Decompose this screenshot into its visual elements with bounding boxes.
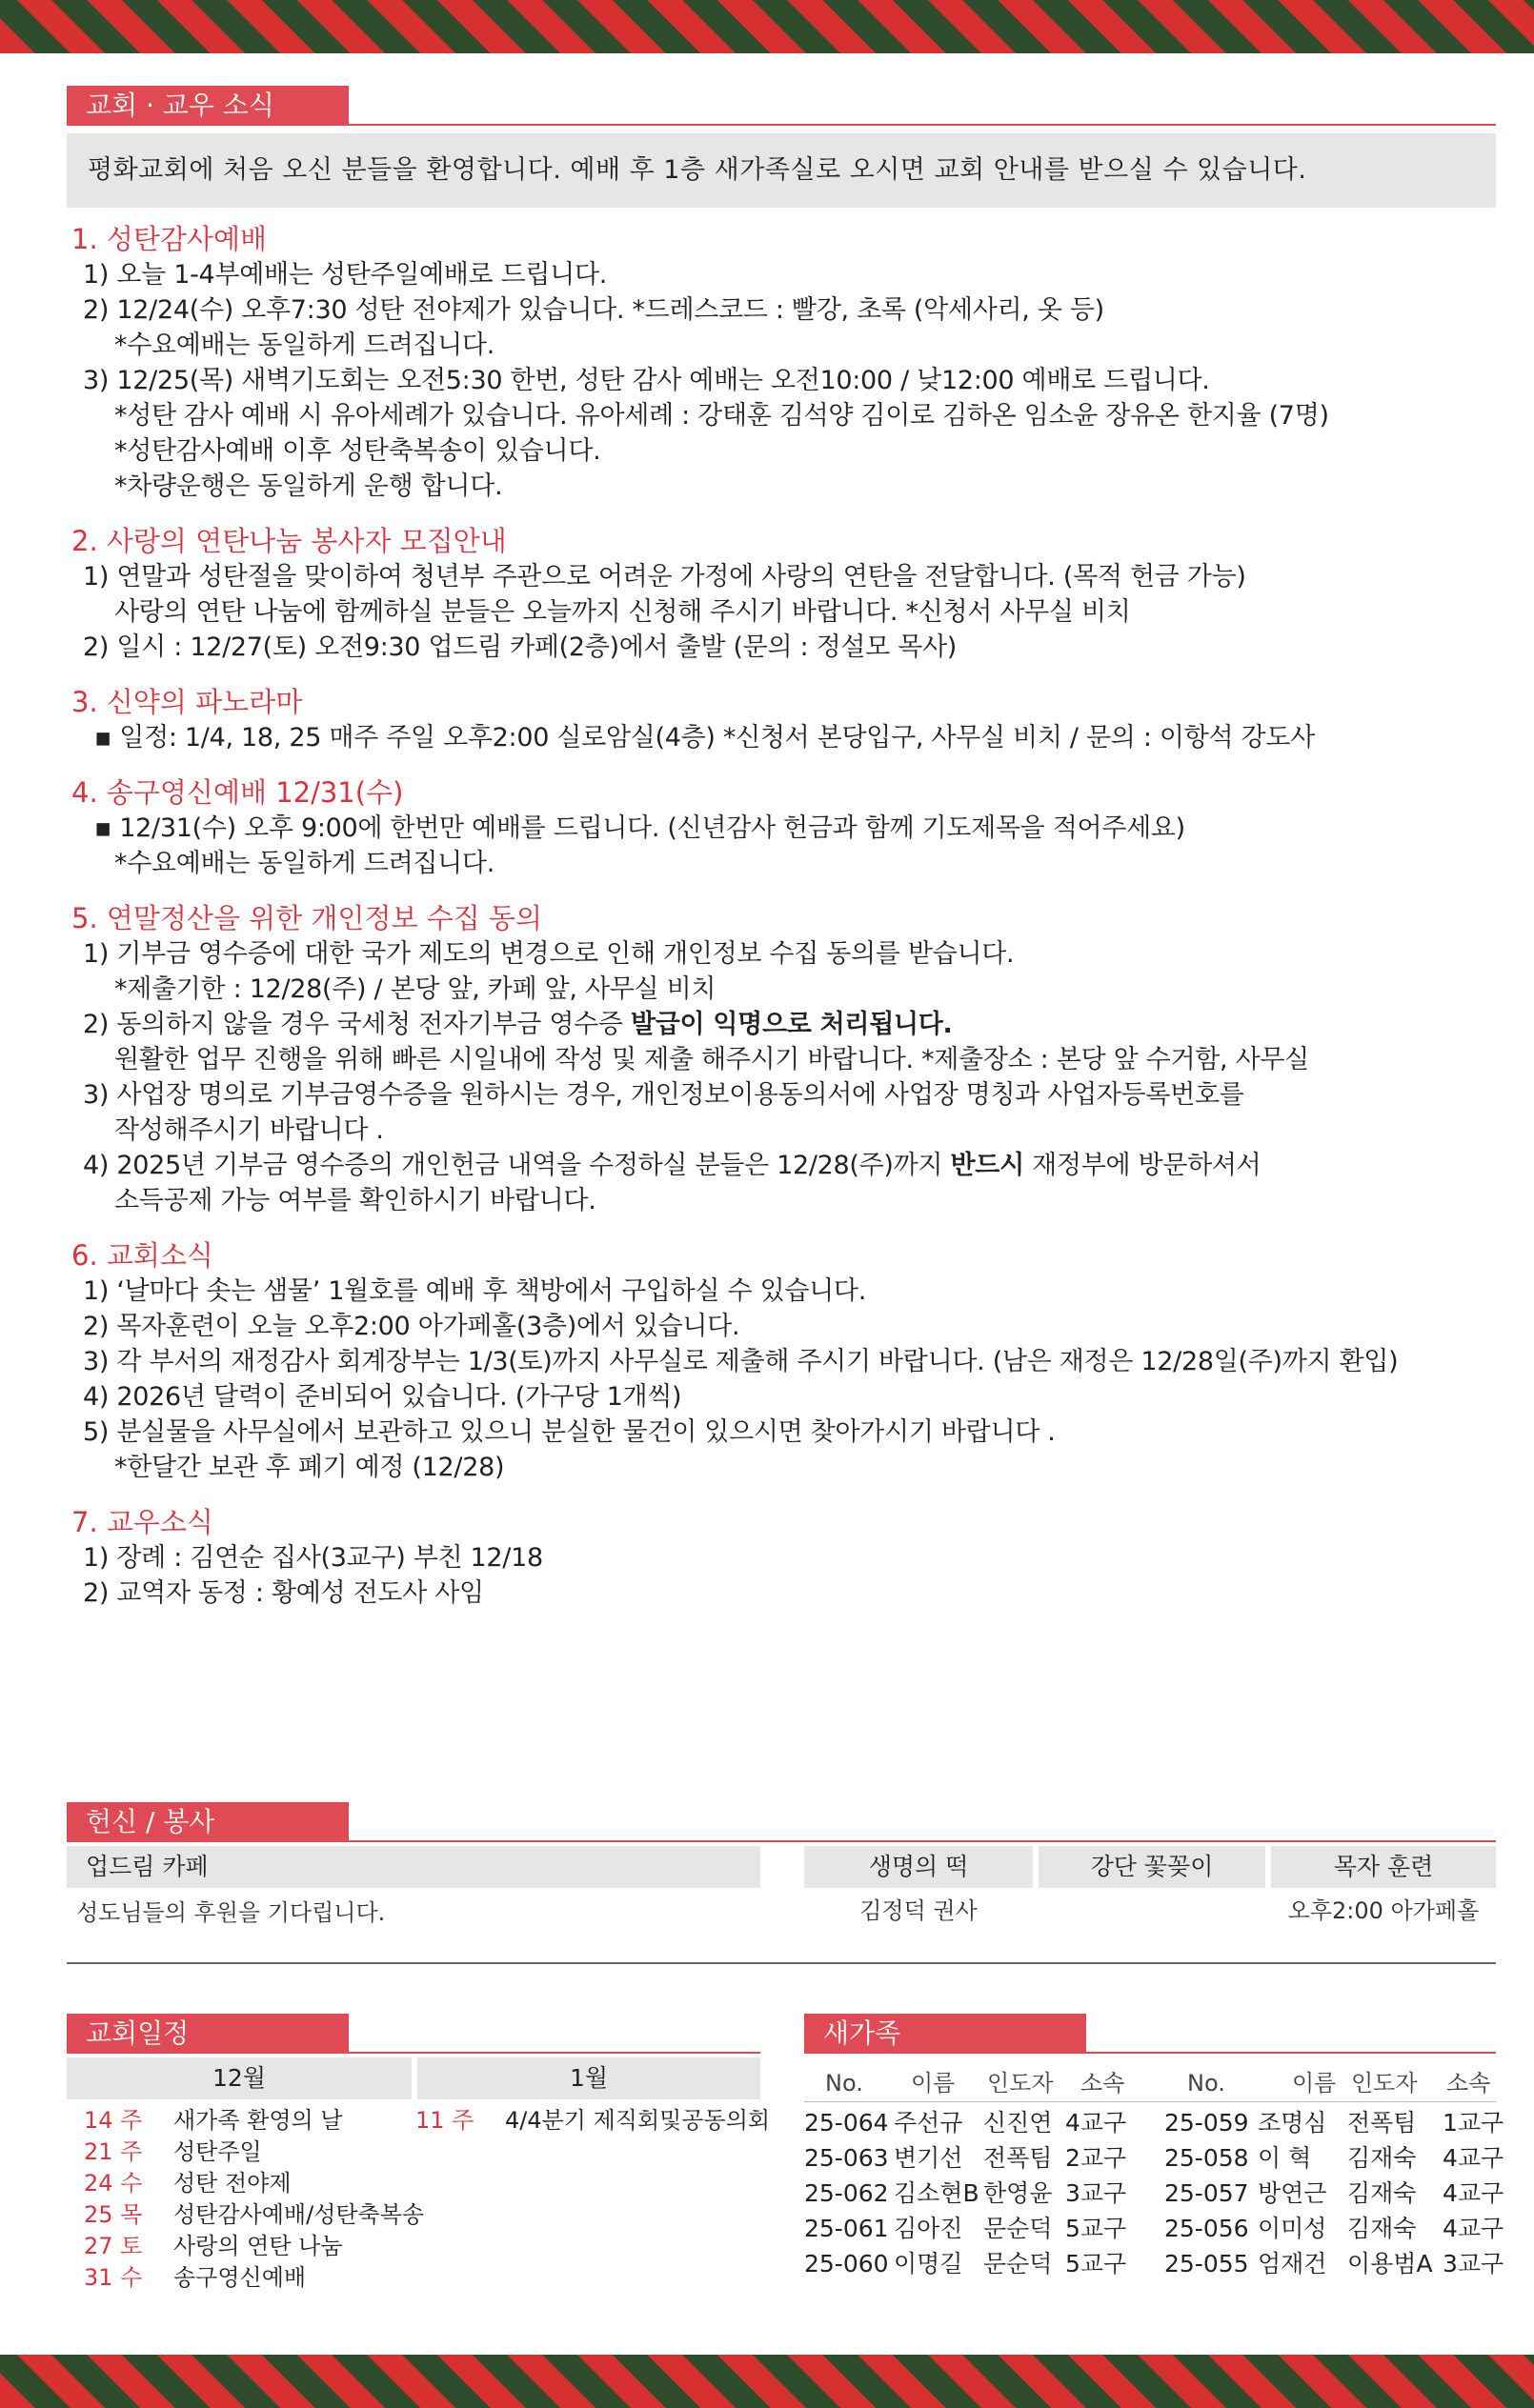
shepherd-training-value: 오후2:00 아가페홀 [1287,1897,1480,1924]
news-line: 원활한 업무 진행을 위해 빠른 시일내에 작성 및 제출 해주시기 바랍니다. *제출장소 : 본당 앞 수거함, 사무실 [114,1045,1309,1074]
news-heading: 6. 교회소식 [71,1239,213,1272]
shepherd-training-label: 목자 훈련 [1271,1846,1496,1888]
newfamily-cell: 25-058 [1164,2144,1249,2172]
newfamily-section-rule [1086,2052,1496,2054]
news-line: 2) 12/24(수) 오후7:30 성탄 전야제가 있습니다. *드레스코드 : 빨강, 초록 (악세사리, 옷 등) [83,295,1104,325]
schedule-event [84,2231,343,2262]
newfamily-cell: 25-059 [1164,2109,1249,2137]
newfamily-cell: 25-055 [1164,2250,1249,2278]
newfamily-cell: 한영윤 [983,2179,1053,2207]
news-line: 3) 각 부서의 재정감사 회계장부는 1/3(토)까지 사무실로 제출해 주시기 바랍니다. (남은 재정은 12/28일(주)까지 환입) [83,1347,1399,1376]
news-line: 1) 연말과 성탄절을 맞이하여 청년부 주관으로 어려운 가정에 사랑의 연탄을 전달합니다. (목적 헌금 가능) [83,562,1246,592]
newfamily-cell: 4교구 [1443,2144,1504,2172]
news-line: 2) 목자훈련이 오늘 오후2:00 아가페홀(3층)에서 있습니다. [83,1312,740,1341]
news-line: *수요예배는 동일하게 드려집니다. [114,849,495,878]
news-line: 4) 2025년 기부금 영수증의 개인헌금 내역을 수정하실 분들은 12/28(주)까지 반드시 재정부에 방문하셔서 [83,1151,1262,1180]
newfamily-cell: 이용범A [1347,2250,1433,2278]
newfamily-cell: 문순덕 [983,2215,1053,2242]
news-line: 소득공제 가능 여부를 확인하시기 바랍니다. [114,1186,596,1215]
schedule-section-tab: 교회일정 [67,2014,349,2054]
news-line: 사랑의 연탄 나눔에 함께하실 분들은 오늘까지 신청해 주시기 바랍니다. *신청서 사무실 비치 [114,597,1131,627]
altar-flowers-label: 강단 꽃꽂이 [1039,1846,1265,1888]
newfamily-cell: 이미성 [1258,2215,1327,2242]
news-line: *차량운행은 동일하게 운행 합니다. [114,472,503,501]
schedule-event [84,2168,292,2199]
newfamily-cell: 5교구 [1065,2215,1127,2242]
news-line: 2) 동의하지 않을 경우 국세청 전자기부금 영수증 발급이 익명으로 처리됩니다. [83,1010,953,1039]
newfamily-cell: 엄재건 [1258,2250,1327,2278]
newfamily-cell: 방연근 [1258,2179,1327,2207]
newfamily-cell: 3교구 [1443,2250,1504,2278]
newfamily-cell: 1교구 [1443,2109,1504,2137]
news-line: 5) 분실물을 사무실에서 보관하고 있으니 분실한 물건이 있으시면 찾아가시기 바랍니다 . [83,1417,1056,1447]
newfamily-cell: 25-057 [1164,2179,1249,2207]
news-line: 1) 장례 : 김연순 집사(3교구) 부친 12/18 [83,1543,543,1573]
news-heading: 1. 성탄감사예배 [71,223,267,255]
news-line: 1) ‘날마다 솟는 샘물’ 1월호를 예배 후 책방에서 구입하실 수 있습니다. [83,1276,866,1306]
newfamily-cell: 25-060 [804,2250,889,2278]
news-line: 1) 기부금 영수증에 대한 국가 제도의 변경으로 인해 개인정보 수집 동의를 받습니다. [83,939,1015,969]
newfamily-cell: 4교구 [1443,2215,1504,2242]
event-date: 25 목 [84,2201,143,2228]
event-date: 31 수 [84,2264,143,2291]
newfamily-cell: 이 혁 [1258,2144,1312,2172]
news-section-rule [349,124,1496,126]
schedule-section-rule [349,2052,760,2054]
schedule-event [84,2105,343,2137]
news-line: 작성해주시기 바랍니다 . [114,1115,384,1145]
newfamily-cell: 25-064 [804,2109,889,2137]
newfamily-header: 인도자 [1351,2070,1418,2097]
bread-of-life-label: 생명의 떡 [804,1846,1033,1888]
event-name: 성탄감사예배/성탄축복송 [173,2201,425,2228]
cafe-text: 성도님들의 후원을 기다립니다. [76,1899,386,1926]
news-line: 3) 사업장 명의로 기부금영수증을 원하시는 경우, 개인정보이용동의서에 사업장 명칭과 사업자등록번호를 [83,1080,1244,1110]
newfamily-cell: 전폭팀 [1347,2109,1417,2137]
event-date: 14 주 [84,2107,143,2134]
event-date: 11 주 [415,2107,474,2134]
event-name: 송구영신예배 [173,2264,307,2291]
newfamily-section-tab: 새가족 [804,2014,1086,2054]
news-line: *성탄감사예배 이후 성탄축복송이 있습니다. [114,436,601,466]
news-heading: 3. 신약의 파노라마 [71,686,303,718]
event-date: 21 주 [84,2138,143,2165]
news-line: ▪ 일정: 1/4, 18, 25 매주 주일 오후2:00 실로암실(4층) *신청서 본당입구, 사무실 비치 / 문의 : 이항석 강도사 [94,723,1315,752]
december-header: 12월 [67,2057,412,2099]
bread-of-life-value: 김정덕 권사 [859,1897,978,1924]
newfamily-cell: 김재숙 [1347,2144,1417,2172]
news-line: 4) 2026년 달력이 준비되어 있습니다. (가구당 1개씩) [83,1382,682,1412]
newfamily-header: 이름 [911,2070,956,2097]
newfamily-cell: 5교구 [1065,2250,1127,2278]
newfamily-header: 소속 [1446,2070,1491,2097]
newfamily-cell: 3교구 [1065,2179,1127,2207]
bottom-stripe-border [0,2355,1534,2408]
newfamily-header: 소속 [1080,2070,1125,2097]
newfamily-cell: 주선규 [894,2109,963,2137]
newfamily-cell: 김재숙 [1347,2179,1417,2207]
newfamily-cell: 김아진 [894,2215,963,2242]
service-section-rule [349,1840,1496,1842]
news-line: 1) 오늘 1-4부예배는 성탄주일예배로 드립니다. [83,260,608,290]
january-header: 1월 [417,2057,760,2099]
schedule-event [415,2105,770,2137]
event-date: 24 수 [84,2170,143,2197]
news-heading: 4. 송구영신예배 12/31(수) [71,776,404,809]
cafe-label: 업드림 카페 [67,1846,760,1888]
newfamily-cell: 2교구 [1065,2144,1127,2172]
service-section-tab: 헌신 / 봉사 [67,1802,349,1842]
news-line: ▪ 12/31(수) 오후 9:00에 한번만 예배를 드립니다. (신년감사 헌금과 함께 기도제목을 적어주세요) [94,813,1185,843]
newfamily-cell: 전폭팀 [983,2144,1053,2172]
event-name: 성탄주일 [173,2138,262,2165]
news-line: 2) 일시 : 12/27(토) 오전9:30 업드림 카페(2층)에서 출발 (문의 : 정설모 목사) [83,632,958,662]
newfamily-header: 이름 [1292,2070,1337,2097]
news-section-tab: 교회 · 교우 소식 [67,86,349,126]
newfamily-header: No. [825,2070,863,2097]
newfamily-cell: 변기선 [894,2144,963,2172]
newfamily-cell: 25-056 [1164,2215,1249,2242]
event-date: 27 토 [84,2233,143,2259]
schedule-event [84,2262,306,2294]
newfamily-cell: 문순덕 [983,2250,1053,2278]
event-name: 사랑의 연탄 나눔 [173,2233,343,2259]
news-line: *성탄 감사 예배 시 유아세례가 있습니다. 유아세례 : 강태훈 김석양 김이로 김하온 임소윤 장유온 한지율 (7명) [114,401,1329,431]
newfamily-header-rule [804,2101,1496,2102]
news-line: *제출기한 : 12/28(주) / 본당 앞, 카페 앞, 사무실 비치 [114,974,717,1004]
section-divider [67,1962,1496,1964]
newfamily-cell: 조명심 [1258,2109,1327,2137]
event-name: 성탄 전야제 [173,2170,292,2197]
newfamily-cell: 4교구 [1443,2179,1504,2207]
event-name: 4/4분기 제직회및공동의회 [505,2107,771,2134]
news-list [71,221,1501,1611]
schedule-event [84,2137,262,2168]
news-line: *한달간 보관 후 폐기 예정 (12/28) [114,1453,505,1482]
news-heading: 5. 연말정산을 위한 개인정보 수집 동의 [71,902,542,934]
news-heading: 7. 교우소식 [71,1506,213,1538]
schedule-event [84,2199,424,2231]
top-stripe-border [0,0,1534,53]
newfamily-cell: 25-062 [804,2179,889,2207]
newfamily-header: No. [1187,2070,1225,2097]
newfamily-header: 인도자 [987,2070,1054,2097]
newfamily-cell: 김소현B [894,2179,979,2207]
event-name: 새가족 환영의 날 [173,2107,343,2134]
news-line: *수요예배는 동일하게 드려집니다. [114,331,495,360]
newfamily-cell: 4교구 [1065,2109,1127,2137]
news-heading: 2. 사랑의 연탄나눔 봉사자 모집안내 [71,525,507,557]
newfamily-cell: 김재숙 [1347,2215,1417,2242]
newfamily-cell: 이명길 [894,2250,963,2278]
newfamily-cell: 25-061 [804,2215,889,2242]
welcome-banner: 평화교회에 처음 오신 분들을 환영합니다. 예배 후 1층 새가족실로 오시면 교회 안내를 받으실 수 있습니다. [67,133,1496,208]
news-line: 3) 12/25(목) 새벽기도회는 오전5:30 한번, 성탄 감사 예배는 오전10:00 / 낮12:00 예배로 드립니다. [83,366,1210,395]
newfamily-cell: 25-063 [804,2144,889,2172]
news-line: 2) 교역자 동정 : 황예성 전도사 사임 [83,1578,484,1608]
newfamily-cell: 신진연 [983,2109,1053,2137]
